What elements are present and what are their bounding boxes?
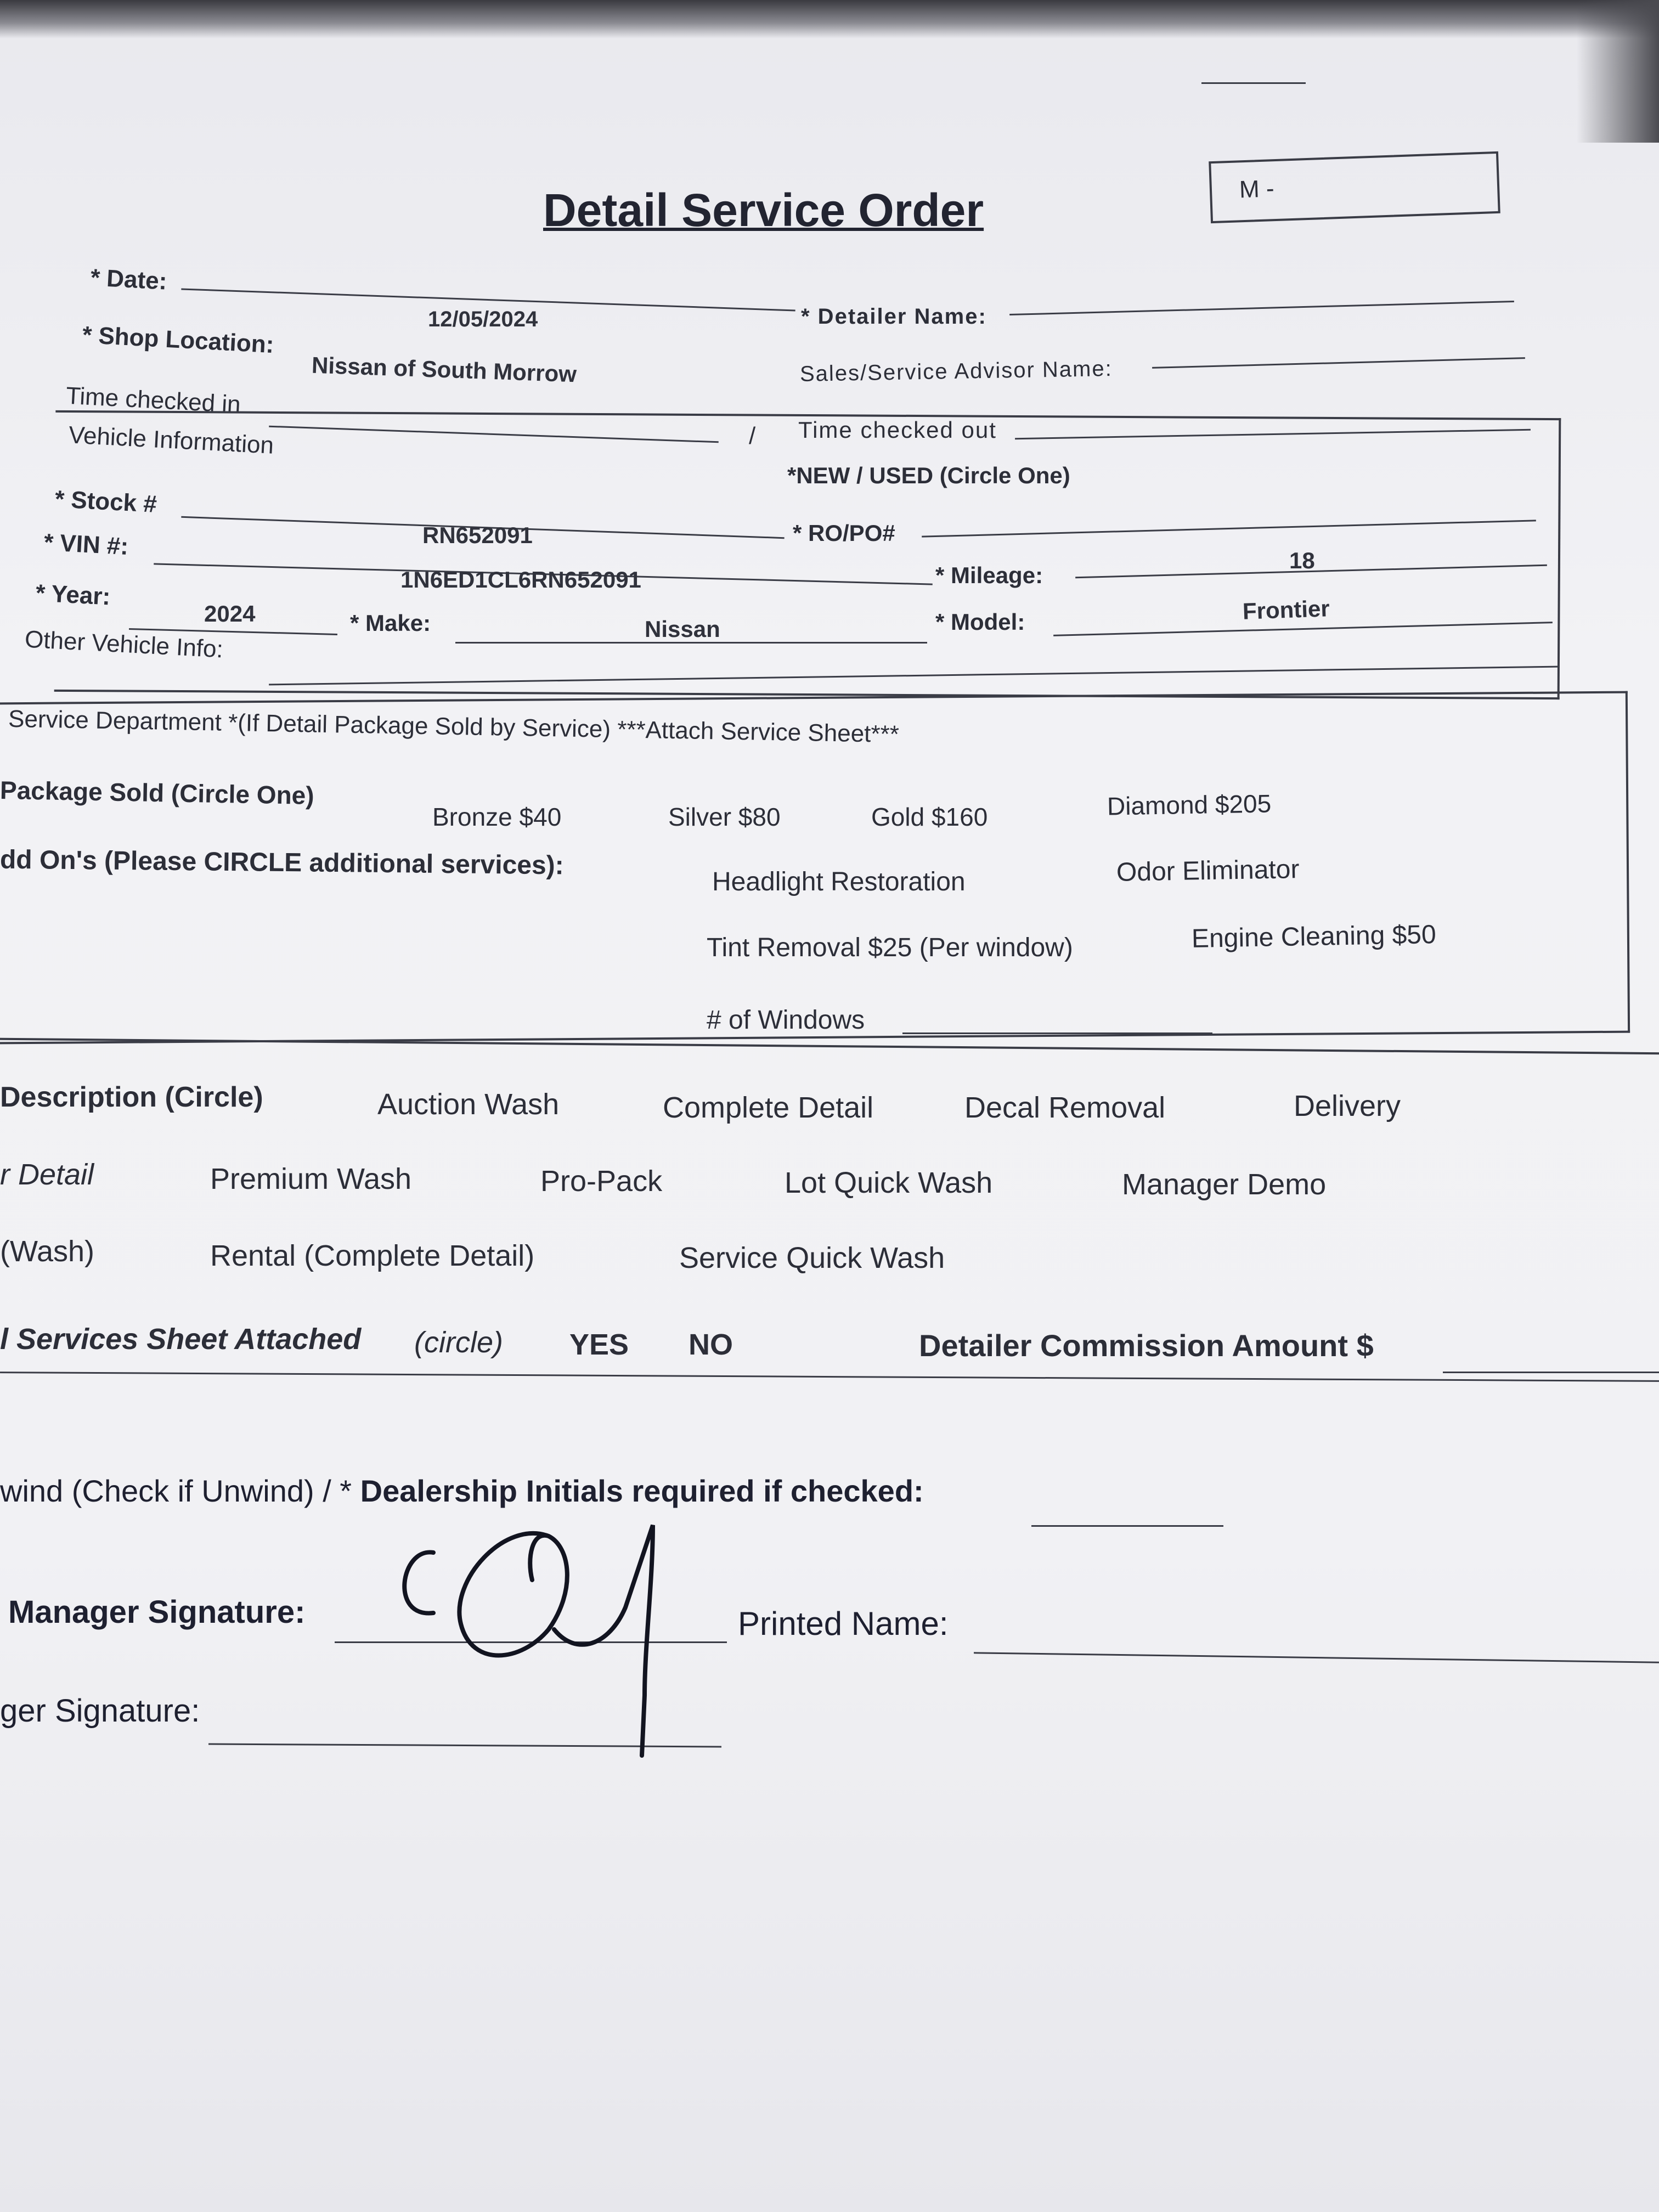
description-label: Description (Circle)	[0, 1081, 263, 1113]
shop-label: * Shop Location:	[81, 321, 275, 359]
stock-value: RN652091	[422, 522, 533, 548]
vehicle-info-box	[54, 410, 1561, 699]
dealership-initials-label: Dealership Initials required if checked:	[360, 1474, 924, 1508]
year-value: 2024	[204, 601, 256, 627]
desc-auction-wash[interactable]: Auction Wash	[377, 1088, 560, 1121]
package-label: Package Sold (Circle One)	[0, 776, 315, 810]
desc-decal-removal[interactable]: Decal Removal	[964, 1091, 1166, 1124]
ropo-label: * RO/PO#	[793, 520, 895, 546]
desc-rental[interactable]: Rental (Complete Detail)	[210, 1239, 535, 1272]
windows-label: # of Windows	[707, 1006, 865, 1035]
service-header: Service Department *(If Detail Package Sold by Service) ***Attach Service Sheet***	[8, 705, 900, 748]
printed-name-label: Printed Name:	[738, 1605, 949, 1642]
package-silver[interactable]: Silver $80	[668, 803, 781, 831]
model-value: Frontier	[1242, 595, 1330, 624]
sheet-yes[interactable]: YES	[569, 1328, 629, 1361]
paper-edge-shadow	[0, 0, 1659, 38]
unwind-text: wind (Check if Unwind) / *	[0, 1474, 352, 1508]
commission-label: Detailer Commission Amount $	[919, 1328, 1374, 1363]
addon-tint[interactable]: Tint Removal $25 (Per window)	[707, 933, 1073, 962]
desc-delivery[interactable]: Delivery	[1294, 1090, 1401, 1122]
addon-headlight[interactable]: Headlight Restoration	[712, 867, 966, 896]
stock-label: * Stock #	[54, 486, 158, 518]
mileage-value: 18	[1289, 548, 1315, 573]
date-label: * Date:	[89, 264, 168, 295]
paper-corner-shadow	[1577, 0, 1659, 143]
handwritten-signature	[368, 1514, 697, 1767]
shop-value: Nissan of South Morrow	[311, 352, 577, 387]
addon-odor[interactable]: Odor Eliminator	[1116, 855, 1300, 887]
other-info-label: Other Vehicle Info:	[24, 625, 224, 663]
make-value: Nissan	[645, 616, 720, 642]
new-used-label: *NEW / USED (Circle One)	[787, 462, 1070, 488]
addons-label: dd On's (Please CIRCLE additional services):	[0, 845, 564, 881]
time-in-label: Time checked in	[65, 382, 241, 419]
desc-lot-quick-wash[interactable]: Lot Quick Wash	[785, 1166, 993, 1199]
sheet-attached-circle: (circle)	[414, 1326, 503, 1359]
form-title: Detail Service Order	[543, 184, 984, 236]
vin-value: 1N6ED1CL6RN652091	[400, 567, 641, 592]
m-number-box	[1209, 151, 1500, 223]
commission-line	[1443, 1372, 1659, 1373]
year-label: * Year:	[35, 579, 111, 611]
desc-service-quick-wash[interactable]: Service Quick Wash	[679, 1242, 945, 1274]
manager-signature-label: Manager Signature:	[8, 1594, 306, 1630]
unwind-label	[0, 1473, 924, 1509]
vin-label: * VIN #:	[43, 529, 129, 560]
model-label: * Model:	[935, 609, 1025, 635]
vehicle-header: Vehicle Information	[68, 421, 275, 459]
desc-complete-detail[interactable]: Complete Detail	[663, 1091, 874, 1124]
time-out-label: Time checked out	[798, 417, 997, 443]
desc-pro-pack[interactable]: Pro-Pack	[540, 1165, 663, 1198]
time-slash: /	[749, 422, 756, 449]
package-gold[interactable]: Gold $160	[871, 803, 988, 831]
desc-premium-wash[interactable]: Premium Wash	[210, 1163, 412, 1195]
other-signature-label: ger Signature:	[0, 1693, 200, 1729]
date-value: 12/05/2024	[428, 307, 538, 331]
initials-line	[1031, 1525, 1223, 1527]
desc-row3-label: (Wash)	[0, 1235, 94, 1268]
sheet-no[interactable]: NO	[689, 1328, 733, 1361]
desc-row2-label: r Detail	[0, 1158, 94, 1191]
detailer-label: * Detailer Name:	[801, 304, 987, 329]
package-bronze[interactable]: Bronze $40	[432, 803, 562, 831]
mileage-label: * Mileage:	[935, 562, 1043, 588]
addon-engine[interactable]: Engine Cleaning $50	[1191, 920, 1437, 953]
windows-line	[902, 1032, 1212, 1034]
package-diamond[interactable]: Diamond $205	[1107, 789, 1272, 821]
desc-manager-demo[interactable]: Manager Demo	[1122, 1168, 1327, 1201]
m-box-label: M -	[1239, 175, 1275, 204]
sheet-attached-label: l Services Sheet Attached	[0, 1323, 362, 1356]
make-label: * Make:	[350, 610, 431, 636]
advisor-label: Sales/Service Advisor Name:	[799, 357, 1113, 386]
top-mark-line	[1201, 82, 1306, 84]
